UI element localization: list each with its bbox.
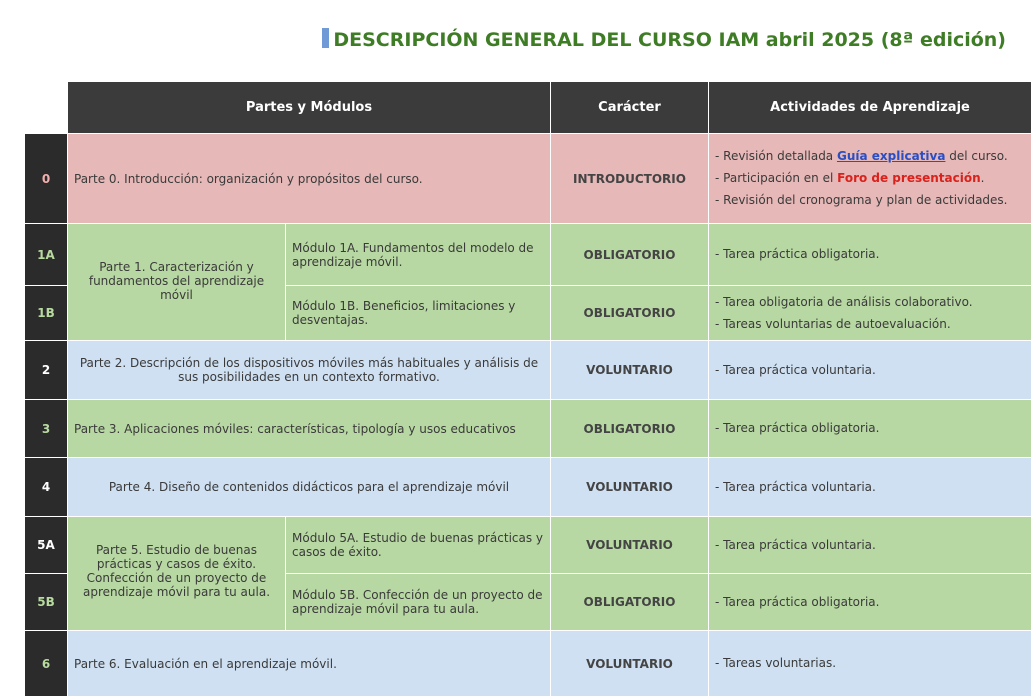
character-value: OBLIGATORIO <box>551 224 709 286</box>
module-description: Módulo 1A. Fundamentos del modelo de aprendizaje móvil. <box>286 224 551 286</box>
part-description: Parte 5. Estudio de buenas prácticas y casos de éxito. Confección de un proyecto de aprendizaje móvil para tu aula. <box>68 517 286 631</box>
table-row-6 <box>25 631 1031 697</box>
activity-item: - Revisión del cronograma y plan de actividades. <box>715 193 1008 207</box>
activities-cell <box>709 458 1031 517</box>
header-corner <box>25 82 68 134</box>
row-number: 2 <box>25 341 68 400</box>
table-header-row <box>25 82 1031 134</box>
part-description: Parte 4. Diseño de contenidos didácticos para el aprendizaje móvil <box>68 458 551 517</box>
activity-item: - Tarea práctica voluntaria. <box>715 537 876 552</box>
activity-item: - Tarea obligatoria de análisis colaborativo. <box>715 294 973 309</box>
page-title: DESCRIPCIÓN GENERAL DEL CURSO IAM abril 2025 (8ª edición) <box>333 29 1006 51</box>
page-title-wrap <box>0 28 1006 51</box>
row-number: 1B <box>25 286 68 341</box>
part-description: Parte 0. Introducción: organización y propósitos del curso. <box>68 134 551 224</box>
character-value: VOLUNTARIO <box>551 517 709 574</box>
row-number: 5B <box>25 574 68 631</box>
part-description: Parte 2. Descripción de los dispositivos móviles más habituales y análisis de sus posibilidades en un contexto formativo. <box>68 341 551 400</box>
character-value: OBLIGATORIO <box>551 286 709 341</box>
activities-cell <box>709 400 1031 458</box>
activities-cell <box>709 631 1031 697</box>
activity-item: - Tarea práctica voluntaria. <box>715 479 876 494</box>
activity-text: del curso. <box>945 149 1008 163</box>
row-number: 3 <box>25 400 68 458</box>
module-description: Módulo 5A. Estudio de buenas prácticas y casos de éxito. <box>286 517 551 574</box>
module-description: Módulo 5B. Confección de un proyecto de aprendizaje móvil para tu aula. <box>286 574 551 631</box>
character-value: VOLUNTARIO <box>551 631 709 697</box>
table-row-4 <box>25 458 1031 517</box>
character-value: INTRODUCTORIO <box>551 134 709 224</box>
part-description: Parte 1. Caracterización y fundamentos del aprendizaje móvil <box>68 224 286 341</box>
row-number: 4 <box>25 458 68 517</box>
table-row-5a <box>25 517 1031 574</box>
activity-item: - Tarea práctica voluntaria. <box>715 362 876 377</box>
activity-text: - Revisión detallada <box>715 149 837 163</box>
activities-cell <box>709 574 1031 631</box>
guia-explicativa-link[interactable]: Guía explicativa <box>836 149 946 163</box>
row-number: 0 <box>25 134 68 224</box>
activity-item <box>715 171 1025 186</box>
table-row-0 <box>25 134 1031 224</box>
header-parts: Partes y Módulos <box>68 82 551 134</box>
activities-cell <box>709 286 1031 341</box>
module-description: Módulo 1B. Beneficios, limitaciones y desventajas. <box>286 286 551 341</box>
title-bookmark-icon <box>322 28 329 48</box>
activities-cell <box>709 134 1031 224</box>
table-row-3 <box>25 400 1031 458</box>
part-description: Parte 3. Aplicaciones móviles: características, tipología y usos educativos <box>68 400 551 458</box>
part-description: Parte 6. Evaluación en el aprendizaje móvil. <box>68 631 551 697</box>
activities-cell <box>709 224 1031 286</box>
header-character: Carácter <box>551 82 709 134</box>
activity-item: - Tareas voluntarias. <box>715 656 837 670</box>
activity-item <box>715 149 1025 164</box>
activities-cell <box>709 517 1031 574</box>
table-row-2 <box>25 341 1031 400</box>
activity-item: - Tarea práctica obligatoria. <box>715 594 880 609</box>
activity-item: - Tareas voluntarias de autoevaluación. <box>715 316 951 331</box>
character-value: OBLIGATORIO <box>551 400 709 458</box>
activity-item: - Tarea práctica obligatoria. <box>715 421 880 435</box>
row-number: 6 <box>25 631 68 697</box>
table-row-1a <box>25 224 1031 286</box>
activity-text: - Participación en el <box>715 171 838 185</box>
activity-item: - Tarea práctica obligatoria. <box>715 247 880 261</box>
header-activities: Actividades de Aprendizaje <box>709 82 1031 134</box>
character-value: OBLIGATORIO <box>551 574 709 631</box>
row-number: 5A <box>25 517 68 574</box>
character-value: VOLUNTARIO <box>551 458 709 517</box>
character-value: VOLUNTARIO <box>551 341 709 400</box>
foro-presentacion-text: Foro de presentación <box>837 171 981 185</box>
course-overview-table <box>24 81 1031 697</box>
activities-cell <box>709 341 1031 400</box>
activity-text: . <box>980 171 985 185</box>
row-number: 1A <box>25 224 68 286</box>
